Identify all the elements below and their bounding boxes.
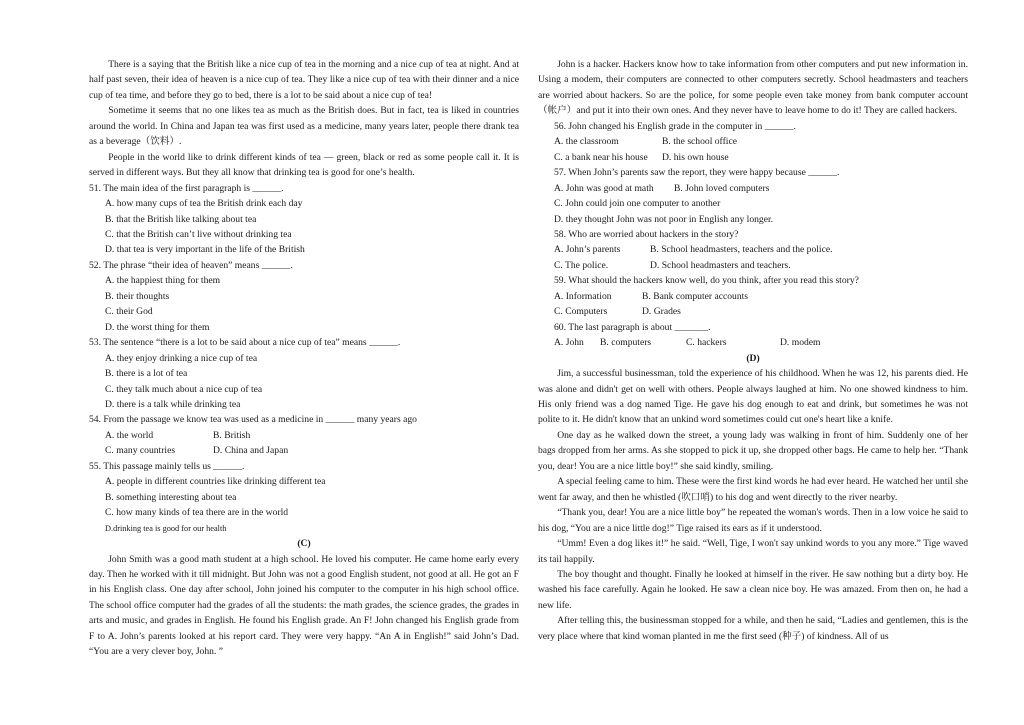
option: A. John’s parents <box>554 244 621 256</box>
option: D. the worst thing for them <box>105 321 210 333</box>
option: D. Grades <box>642 306 681 318</box>
question-56: 56. John changed his English grade in the computer in ______. <box>554 120 796 132</box>
question-57: 57. When John’s parents saw the report, they were happy because ______. <box>554 167 840 179</box>
question-51: 51. The main idea of the first paragraph is ______. <box>89 182 284 194</box>
option: C. The police. <box>554 259 609 271</box>
question-58: 58. Who are worried about hackers in the story? <box>554 228 739 240</box>
option: D. they thought John was not poor in English any longer. <box>554 213 774 225</box>
option: C. a bank near his house <box>554 151 648 163</box>
option-row <box>538 304 968 319</box>
paragraph: A special feeling came to him. These were the first kind words he had ever heard. He watched her until she went far away, and then he whistled (吹口哨) to his dog and went directly to the river nearby. <box>538 476 968 503</box>
option: A. they enjoy drinking a nice cup of tea <box>105 352 258 364</box>
option: D. that tea is very important in the life of the British <box>105 244 305 256</box>
question-59: 59. What should the hackers know well, do you think, after you read this story? <box>554 275 859 287</box>
option: B. computers <box>600 337 652 349</box>
section-heading-c: (C) <box>297 538 311 550</box>
left-column <box>89 57 519 660</box>
option: A. the classroom <box>554 136 619 148</box>
option: D. there is a talk while drinking tea <box>105 398 241 410</box>
option-row <box>538 289 968 304</box>
paragraph: “Umm! Even a dog likes it!” he said. “Well, Tige, I won't say unkind words to you any more.” Tige waved its tail happily. <box>538 538 968 565</box>
option: A. the world <box>105 429 154 441</box>
option: A. Information <box>554 290 612 302</box>
option: C. that the British can’t live without drinking tea <box>105 228 292 240</box>
option: D.drinking tea is good for our health <box>105 523 227 533</box>
option-row <box>89 428 519 443</box>
option: B. School headmasters, teachers and the police. <box>650 244 833 256</box>
option: A. John <box>554 337 584 349</box>
option: B. there is a lot of tea <box>105 368 188 380</box>
right-column <box>538 57 968 644</box>
option: A. people in different countries like drinking different tea <box>105 476 326 488</box>
option: C. their God <box>105 306 153 318</box>
section-heading-d: (D) <box>746 352 760 364</box>
paragraph: There is a saying that the British like a nice cup of tea in the morning and a nice cup of tea at night. And at half past seven, their idea of heaven is a nice cup of tea. They like a nice cup of tea with their dinner and a nice cup of tea time, and before they go to bed, there is a lot to be said about a nice cup of tea! <box>89 59 519 101</box>
option: C. John could join one computer to another <box>554 198 721 210</box>
option: C. how many kinds of tea there are in the world <box>105 507 289 519</box>
question-60: 60. The last paragraph is about _______. <box>554 321 711 333</box>
option: A. the happiest thing for them <box>105 275 221 287</box>
option: C. Computers <box>554 306 608 318</box>
option: D. China and Japan <box>213 445 289 457</box>
paragraph: One day as he walked down the street, a young lady was walking in front of him. Suddenly one of her bags dropped from her arms. As she stopped to pick it up, she dropped other bags. He came to help her. “Thank you, dear! You are a nice little boy!” she said kindly, smiling. <box>538 429 968 472</box>
option: D. modem <box>780 337 821 349</box>
option-row <box>538 150 968 165</box>
question-53: 53. The sentence “there is a lot to be said about a nice cup of tea” means ______. <box>89 337 401 349</box>
paragraph: The boy thought and thought. Finally he looked at himself in the river. He saw nothing but a dirty boy. He washed his face carefully. Again he looked. He saw a clean nice boy. He was amazed. From then on, he had a new life. <box>538 568 968 611</box>
option: D. his own house <box>662 151 729 163</box>
option-row <box>89 443 519 458</box>
option: B. John loved computers <box>674 182 770 194</box>
option: B. something interesting about tea <box>105 491 237 503</box>
paragraph: John is a hacker. Hackers know how to take information from other computers and put new information in. Using a modem, their computers are connected to other computers secretly. School headmasters and teachers are worried about hackers. So are the police, for some people even take money from bank computer account（帐户）and put it into their own ones. And they never have to leave home to do it! They are called hackers. <box>538 59 968 117</box>
option: B. the school office <box>662 136 737 148</box>
paragraph: Jim, a successful businessman, told the experience of his childhood. When he was 12, his parents died. He was alone and didn't get on well with others. People always laughed at him. No one showed kindness to him. His only friend was a dog named Tige. He gave his dog enough to eat and drink, but sometimes he was not polite to it. He didn't know that an unkind word sometimes could cut one's heart like a knife. <box>538 368 968 426</box>
option: A. John was good at math <box>554 182 654 194</box>
option-row <box>538 258 968 273</box>
option-row <box>538 242 968 257</box>
option: C. they talk much about a nice cup of tea <box>105 383 263 395</box>
question-55: 55. This passage mainly tells us ______. <box>89 460 245 472</box>
option: B. their thoughts <box>105 290 170 302</box>
option: B. British <box>213 429 251 441</box>
option: B. Bank computer accounts <box>642 290 749 302</box>
paragraph: “Thank you, dear! You are a nice little boy” he repeated the woman's words. Then in a low voice he said to his dog, “You are a nice little dog!” Tige raised its ears as if it understood. <box>538 507 968 534</box>
paragraph: People in the world like to drink different kinds of tea — green, black or red as some people call it. It is served in different ways. But they all know that drinking tea is good for one’s health. <box>89 151 519 179</box>
option: D. School headmasters and teachers. <box>650 259 791 271</box>
question-52: 52. The phrase “their idea of heaven” means ______. <box>89 259 293 271</box>
question-54: 54. From the passage we know tea was used as a medicine in ______ many years ago <box>89 414 417 426</box>
option: B. that the British like talking about tea <box>105 213 257 225</box>
option: A. how many cups of tea the British drink each day <box>105 198 303 210</box>
option-row <box>538 335 968 350</box>
option: C. hackers <box>686 337 727 349</box>
paragraph: Sometime it seems that no one likes tea as much as the British does. But in fact, tea is liked in countries around the world. In China and Japan tea was first used as a medicine, many years later, people there drank tea as a beverage（饮料）. <box>89 105 519 148</box>
option-row <box>538 181 968 196</box>
paragraph: John Smith was a good math student at a high school. He loved his computer. He came home early every day. Then he worked with it till midnight. But John was not a good English student, not good at all. He got an F in his English class. One day after school, John joined his computer to the computer in his high school office. The school office computer had the grades of all the students: the math grades, the science grades, the grades in arts and music, and grades in English. He found his English grade. An F! John changed his English grade from F to A. John’s parents looked at his report card. They were very happy. “An A in English!” said John’s Dad. “You are a very clever boy, John. ” <box>89 553 519 658</box>
paragraph: After telling this, the businessman stopped for a while, and then he said, “Ladies and gentlemen, this is the very place where that kind woman planted in me the first seed (种子) of kindness. All of us <box>538 615 968 642</box>
option: C. many countries <box>105 445 176 457</box>
option-row <box>538 134 968 149</box>
